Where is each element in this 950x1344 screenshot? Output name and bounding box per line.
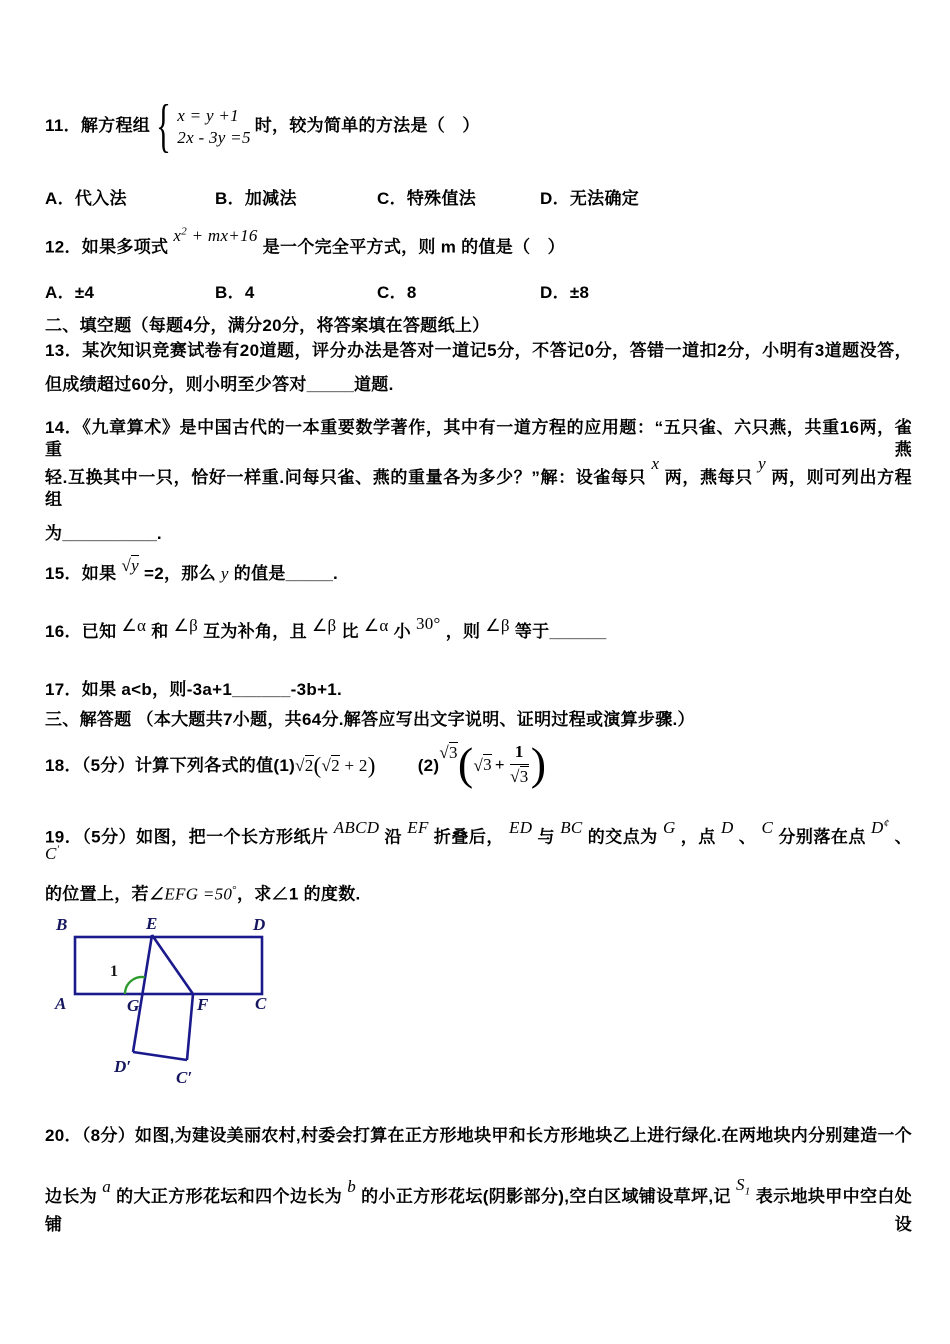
question-19-line2 <box>45 879 361 906</box>
q19-math-abcd: ABCD <box>333 817 380 837</box>
label-e: E <box>146 914 158 933</box>
q18-i1-tail: + 2 <box>339 756 368 775</box>
q19-fold-figure <box>50 912 290 1092</box>
q16-text-b: 和 <box>151 622 169 641</box>
q19-cprime-mark: ′ <box>56 843 60 856</box>
q19-degree-mark: ° <box>232 884 237 896</box>
q11-option-a: A．代入法 <box>45 189 127 208</box>
q16-degree-value: 30° <box>415 614 441 633</box>
q18-i1-radicand-2: 2 <box>331 756 340 775</box>
label-d: D <box>253 915 266 934</box>
q19-text-i: 、 <box>894 827 912 847</box>
q18-expression-1 <box>295 755 376 777</box>
q11-tail-text: 时，较为简单的方法是（ ） <box>254 116 480 135</box>
question-19-line1 <box>45 817 912 875</box>
rectangle-abcd <box>75 937 262 994</box>
q14-line2-text-a: 轻.互换其中一只，恰好一样重.问每只雀、燕的重量各为多少？”解：设雀每只 <box>45 468 647 487</box>
q20-text-a: 边长为 <box>45 1187 98 1206</box>
q19-math-bc: BC <box>560 817 583 837</box>
q19-dprime-base: D <box>871 817 884 837</box>
q15-blank: _____ <box>285 564 333 583</box>
q19-text-b: 沿 <box>384 827 403 847</box>
radical-sign: √ <box>439 743 450 763</box>
line-f-cprime <box>187 994 193 1060</box>
question-20-line2 <box>45 1175 913 1236</box>
radical-sign: √ <box>321 756 332 775</box>
q15-radicand: y <box>131 556 139 575</box>
q11-lead-text: 11．解方程组 <box>45 116 151 135</box>
line-e-f <box>152 935 193 994</box>
label-d-prime: D′ <box>114 1057 132 1076</box>
q15-var-y: y <box>220 564 229 583</box>
q19-math-d: D <box>720 817 734 837</box>
q14-var-y: y <box>758 454 767 473</box>
q16-angle-alpha: ∠α <box>121 616 147 635</box>
label-g: G <box>127 996 140 1015</box>
question-12 <box>45 225 565 259</box>
q20-s1-symbol <box>735 1175 751 1198</box>
q16-angle-beta: ∠β <box>173 616 199 635</box>
q20-text-d: 表示地块甲中空白处铺设 <box>45 1187 913 1235</box>
q18-item1-label: (1) <box>273 756 296 775</box>
q18-item2-label: (2) <box>417 756 440 775</box>
question-20-line1: 20．（8分）如图,为建设美丽农村,村委会打算在正方形地块甲和长方形地块乙上进行绿化.在两地块内分别建造一个 <box>45 1126 912 1145</box>
q12-option-b: B．4 <box>215 283 255 302</box>
question-14-line2 <box>45 454 912 511</box>
q12-option-a: A．±4 <box>45 283 95 302</box>
q19-angle-efg: ∠EFG =50 <box>148 884 233 904</box>
q16-text-e: 小 <box>393 622 411 641</box>
q13-line2-text: 但成绩超过60分，则小明至少答对 <box>45 375 307 394</box>
q11-option-b: B．加减法 <box>215 189 297 208</box>
q14-line2-text-c: 两，则可列出方程组 <box>45 468 912 509</box>
q12-poly-rest: + mx+16 <box>187 225 258 245</box>
q18-i1-lparen: ( <box>313 753 322 778</box>
q16-angle-beta-2: ∠β <box>311 616 337 635</box>
question-13-line1: 13．某次知识竞赛试卷有20道题，评分办法是答对一道记5分，不答记0分，答错一道扣2分，小明有3道题没答， <box>45 341 912 360</box>
q15-post-text: 的值是 <box>228 564 286 583</box>
q12-post-text: 是一个完全平方式，则 m 的值是（ ） <box>262 237 565 257</box>
q19-math-ed: ED <box>509 817 533 837</box>
question-17: 17．如果 a<b，则-3a+1______-3b+1. <box>45 680 343 699</box>
question-14-line1: 14．《九章算术》是中国古代的一本重要数学著作，其中有一道方程的应用题：“五只雀、六只燕，共重16两，雀重燕 <box>45 418 912 459</box>
q14-line3-text: 为 <box>45 524 63 543</box>
q19-text-f: ，点 <box>680 827 716 847</box>
q12-option-c: C．8 <box>377 283 417 302</box>
question-16 <box>45 614 607 643</box>
q14-blank: __________ <box>62 524 157 543</box>
q19-text-a: 19．（5分）如图，把一个长方形纸片 <box>45 827 329 847</box>
q14-var-x: x <box>651 454 660 473</box>
q16-text-g: 等于 <box>514 622 550 641</box>
radical-sign: √ <box>473 755 484 775</box>
q18-pre-text: 18．（5分）计算下列各式的值 <box>45 756 274 775</box>
line-dprime-cprime <box>133 1052 187 1060</box>
question-11 <box>45 93 480 159</box>
q19-math-ef: EF <box>407 817 429 837</box>
q13-blank: _____ <box>306 375 354 394</box>
q18-i2-radicand-2: 3 <box>483 755 492 775</box>
label-angle-1: 1 <box>110 963 118 980</box>
q19-dprime-mark: ¢ <box>883 817 890 829</box>
label-c: C <box>255 994 267 1013</box>
q16-angle-alpha-2: ∠α <box>363 616 389 635</box>
q16-angle-beta-3: ∠β <box>485 616 510 635</box>
system-brace: { <box>156 93 172 159</box>
question-14-line3 <box>45 523 162 545</box>
q16-text-a: 16．已知 <box>45 622 117 641</box>
q15-pre-text: 15．如果 <box>45 564 117 583</box>
q18-expression-2 <box>439 737 547 790</box>
label-b: B <box>56 915 68 934</box>
q12-polynomial <box>173 226 257 245</box>
q16-blank: ______ <box>549 622 607 641</box>
question-13-line2 <box>45 374 394 396</box>
q20-s-base: S <box>735 1175 745 1194</box>
q11-equation-2: 2x - 3y =5 <box>177 127 251 147</box>
q20-text-c: 的小正方形花坛(阴影部分),空白区域铺设草坪,记 <box>361 1187 731 1206</box>
q18-i2-lparen: ( <box>457 737 474 789</box>
q19-math-c-prime <box>45 844 59 863</box>
q19-line2-text-a: 的位置上，若 <box>45 884 149 904</box>
q14-line3-dot: . <box>156 524 162 543</box>
q11-option-d: D．无法确定 <box>540 189 640 208</box>
q19-text-g: 、 <box>738 827 757 847</box>
label-a: A <box>55 994 67 1013</box>
radical-sign: √ <box>510 766 520 786</box>
q12-pre-text: 12．如果多项式 <box>45 237 169 257</box>
q19-cprime-base: C <box>45 844 57 864</box>
q16-text-d: 比 <box>341 622 359 641</box>
q20-s-subscript: 1 <box>744 1185 751 1198</box>
q18-i1-rparen: ) <box>367 753 376 778</box>
q19-text-h: 分别落在点 <box>778 827 866 847</box>
label-f: F <box>197 995 209 1014</box>
q20-text-b: 的大正方形花坛和四个边长为 <box>116 1187 343 1206</box>
q18-i2-rparen: ) <box>530 737 547 789</box>
q19-text-d: 与 <box>537 827 556 847</box>
q12-poly-exp: 2 <box>181 225 188 237</box>
q18-i2-radicand-1: 3 <box>449 743 458 763</box>
q15-sqrt-y <box>121 556 139 575</box>
q15-dot: . <box>332 564 338 583</box>
q19-line2-text-b: ，求∠1 的度数. <box>236 884 361 904</box>
section-3-title: 三、解答题 （本大题共7小题，共64分.解答应写出文字说明、证明过程或演算步骤.） <box>45 710 695 729</box>
q19-text-c: 折叠后， <box>433 827 504 847</box>
q18-i2-denominator <box>510 765 529 788</box>
q15-mid-text: =2，那么 <box>143 564 221 583</box>
q18-i2-den-radicand: 3 <box>519 766 529 786</box>
q12-poly-x: x <box>173 225 182 245</box>
q11-option-c: C．特殊值法 <box>377 189 477 208</box>
q19-text-e: 的交点为 <box>587 827 658 847</box>
q12-option-d: D．±8 <box>540 283 590 302</box>
q16-text-c: 互为补角，且 <box>203 622 307 641</box>
q11-equation-1: x = y +1 <box>177 105 239 125</box>
q14-line2-text-b: 两，燕每只 <box>664 468 753 487</box>
radical-sign: √ <box>121 556 132 575</box>
radical-sign: √ <box>295 756 305 775</box>
q18-i1-radicand-1: 2 <box>304 756 314 775</box>
label-c-prime: C′ <box>176 1068 193 1087</box>
question-15 <box>45 556 338 585</box>
q18-i2-plus: + <box>494 755 505 775</box>
q11-equation-system <box>177 106 250 147</box>
q19-math-c: C <box>761 817 774 837</box>
q16-text-f: ，则 <box>445 622 481 641</box>
q18-i2-numerator: 1 <box>510 741 529 765</box>
q20-var-b: b <box>347 1177 356 1196</box>
question-18 <box>45 737 546 795</box>
q18-i2-lead-sqrt3 <box>439 743 457 762</box>
q20-var-a: a <box>102 1177 112 1196</box>
q13-line2-tail: 道题. <box>354 375 394 394</box>
q18-i2-fraction <box>510 741 529 788</box>
q19-math-d-prime <box>871 818 889 837</box>
section-2-title: 二、填空题（每题4分，满分20分，将答案填在答题纸上） <box>45 316 490 335</box>
q19-math-g: G <box>662 817 676 837</box>
